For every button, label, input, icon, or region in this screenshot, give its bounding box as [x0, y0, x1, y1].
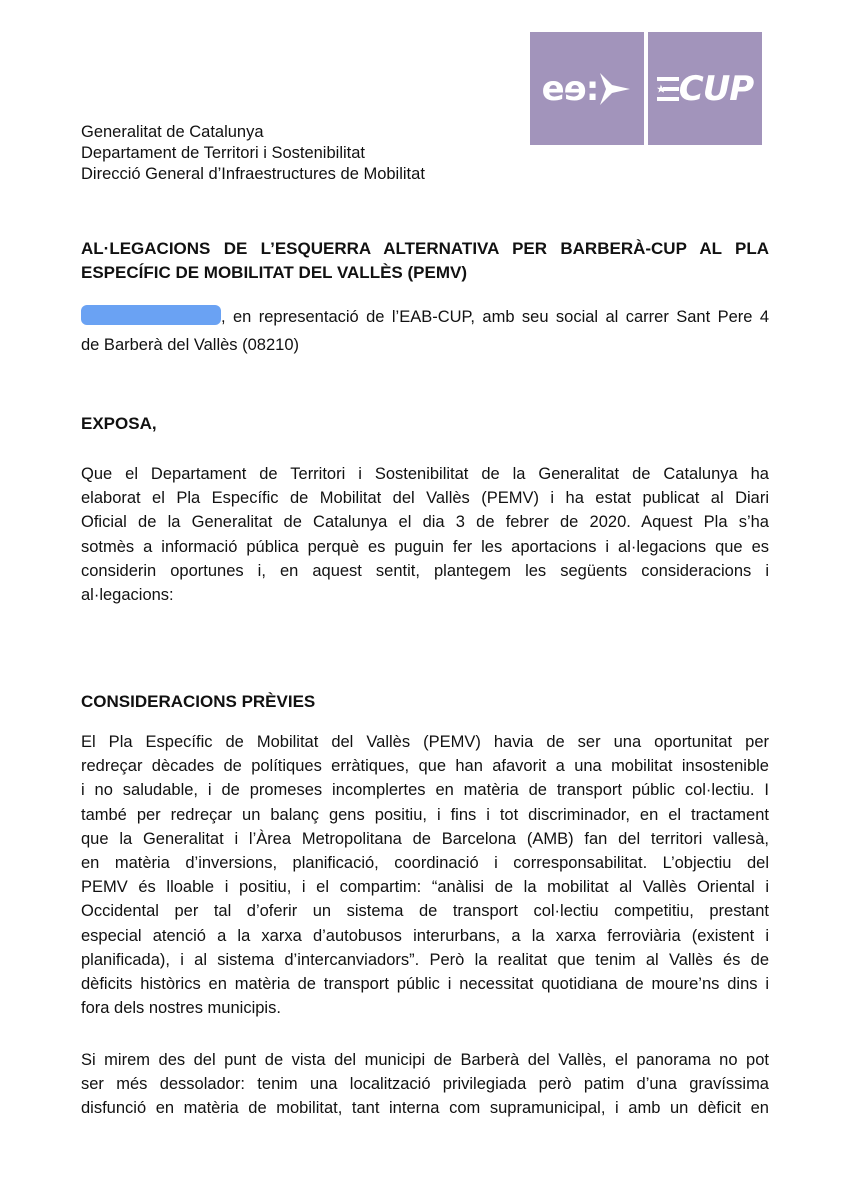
paragraph-line: i no saludable, i de promeses incomplertes en matèria de transport públic col·lectiu. I [81, 781, 769, 800]
eab-logo [530, 32, 644, 145]
recipient-line: Direcció General d’Infraestructures de Mobilitat [81, 165, 425, 183]
paragraph-line: Oficial de la Generalitat de Catalunya el dia 3 de febrer de 2020. Aquest Pla s’ha [81, 513, 769, 532]
title-line: AL·LEGACIONS DE L’ESQUERRA ALTERNATIVA PER BARBERÀ-CUP AL PLA [81, 239, 769, 258]
title-line: ESPECÍFIC DE MOBILITAT DEL VALLÈS (PEMV) [81, 263, 467, 282]
paragraph-line: PEMV és lloable i positiu, i el compartim: “anàlisi de la mobilitat al Vallès Oriental i [81, 878, 769, 897]
intro-text: , en representació de l’EAB-CUP, amb seu social al carrer Sant Pere 4 [221, 308, 769, 326]
cup-logo-text: CUP [678, 68, 754, 109]
eab-logo-text: eɘ: [541, 68, 599, 109]
paragraph-1 [81, 462, 769, 607]
paragraph-line: ser més dessolador: tenim una localització privilegiada però patim d’una gravíssima [81, 1075, 769, 1094]
paragraph-line: al·legacions: [81, 586, 174, 605]
intro-paragraph [81, 305, 769, 357]
recipient-address [81, 122, 425, 185]
paragraph-line: Si mirem des del punt de vista del municipi de Barberà del Vallès, el panorama no pot [81, 1051, 769, 1069]
paragraph-line: especial atenció a la xarxa d’autobusos interurbans, a la xarxa ferroviària (existent i [81, 926, 769, 945]
paragraph-2 [81, 730, 769, 1020]
exposa-heading: EXPOSA, [81, 414, 157, 433]
star-icon [598, 69, 632, 109]
paragraph-line: Occidental per tal d’oferir un sistema de transport col·lectiu competitiu, prestant [81, 902, 769, 921]
intro-line [81, 305, 769, 329]
consideracions-heading: CONSIDERACIONS PRÈVIES [81, 692, 316, 711]
document-title [81, 237, 769, 285]
paragraph-3 [81, 1048, 769, 1121]
paragraph-line: també per redreçar un balanç gens positiu, i fins i tot discriminador, en el tractament [81, 805, 769, 824]
paragraph-line: fora dels nostres municipis. [81, 999, 281, 1018]
paragraph-line: dèficits històrics en matèria de transport públic i necessitat quotidiana de moure’ns dins i [81, 975, 769, 994]
paragraph-line: Que el Departament de Territori i Sostenibilitat de la Generalitat de Catalunya ha [81, 465, 769, 483]
paragraph-line: disfunció en matèria de mobilitat, tant interna com supramunicipal, i amb un dèficit en [81, 1099, 769, 1118]
paragraph-line: El Pla Específic de Mobilitat del Vallès (PEMV) havia de ser una oportunitat per [81, 733, 769, 751]
paragraph-line: elaborat el Pla Específic de Mobilitat del Vallès (PEMV) i ha estat publicat al Diari [81, 489, 769, 508]
intro-line: de Barberà del Vallès (08210) [81, 336, 299, 355]
paragraph-line: en matèria d’inversions, planificació, coordinació i corresponsabilitat. L’objectiu del [81, 854, 769, 873]
redacted-name [81, 305, 221, 325]
paragraph-line: que la Generalitat i l’Àrea Metropolitana de Barcelona (AMB) fan del territori vallesà, [81, 829, 769, 848]
recipient-line: Generalitat de Catalunya [81, 123, 264, 141]
flag-stripes-icon [657, 74, 679, 104]
recipient-line: Departament de Territori i Sostenibilitat [81, 144, 365, 162]
paragraph-line: considerin oportunes i, en aquest sentit, plantegem les següents consideracions i [81, 561, 769, 580]
paragraph-line: redreçar dècades de polítiques erràtiques, que han afavorit a una mobilitat insostenible [81, 757, 769, 776]
cup-logo [648, 32, 762, 145]
paragraph-line: planificada), i al sistema d’intercanviadors”. Però la realitat que tenim al Vallès és de [81, 950, 769, 969]
paragraph-line: sotmès a informació pública perquè es puguin fer les aportacions i al·legacions que es [81, 537, 769, 556]
